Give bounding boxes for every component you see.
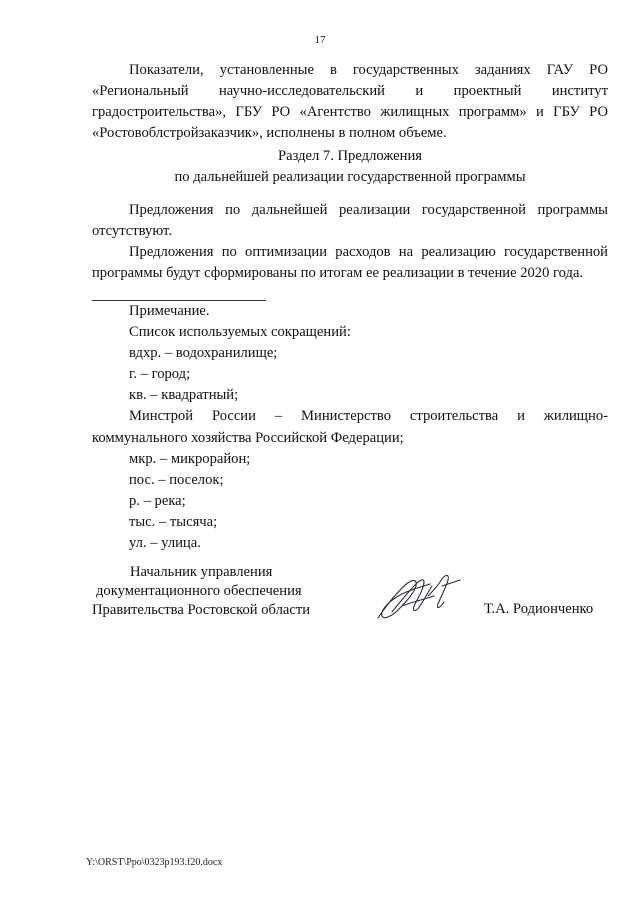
section-title-line-2: по дальнейшей реализации государственной программы	[174, 169, 526, 185]
intro-block	[92, 60, 608, 144]
abbreviation-item: кв. – квадратный;	[129, 387, 239, 404]
notes-block	[92, 301, 608, 554]
abbreviation-item: Минстрой России – Министерство строительства и жилищно-коммунального хозяйства Российской Федерации;	[92, 408, 608, 446]
signer-position	[92, 563, 332, 620]
intro-paragraph: Показатели, установленные в государственных заданиях ГАУ РО «Региональный научно-исследовательский и проектный институт градостроительства», ГБУ РО «Агентство жилищных программ» и ГБУ РО «Ростовоблстройзаказчик», исполнены в полном объеме.	[92, 62, 608, 141]
abbreviation-item: г. – город;	[129, 366, 191, 383]
notes-heading: Примечание.	[129, 303, 210, 319]
section-body	[92, 200, 608, 284]
signer-name: Т.А. Родионченко	[484, 601, 594, 617]
section-heading	[92, 146, 608, 188]
abbreviation-item: пос. – поселок;	[129, 471, 224, 488]
section-title-line-1: Раздел 7. Предложения	[278, 148, 422, 164]
handwritten-signature	[372, 566, 468, 626]
page-number: 17	[314, 34, 326, 46]
section-paragraph-2: Предложения по оптимизации расходов на реализацию государственной программы будут сформированы по итогам ее реализации в течение 2020 года.	[92, 244, 608, 281]
signer-position-line-1: Начальник управления	[130, 564, 273, 580]
abbreviation-item: мкр. – микрорайон;	[129, 450, 251, 467]
abbreviation-item: ул. – улица.	[129, 535, 201, 552]
footer-file-path: Y:\ORST\Ppo\0323p193.f20.docx	[86, 857, 223, 868]
abbreviation-item: вдхр. – водохранилище;	[129, 345, 278, 362]
abbreviation-item: р. – река;	[129, 492, 186, 509]
section-paragraph-1: Предложения по дальнейшей реализации государственной программы отсутствуют.	[92, 202, 608, 239]
signer-position-line-3: Правительства Ростовской области	[92, 602, 311, 618]
abbreviations-heading: Список используемых сокращений:	[129, 324, 351, 341]
abbreviation-item: тыс. – тысяча;	[129, 513, 218, 530]
signer-position-line-2: документационного обеспечения	[96, 583, 302, 599]
